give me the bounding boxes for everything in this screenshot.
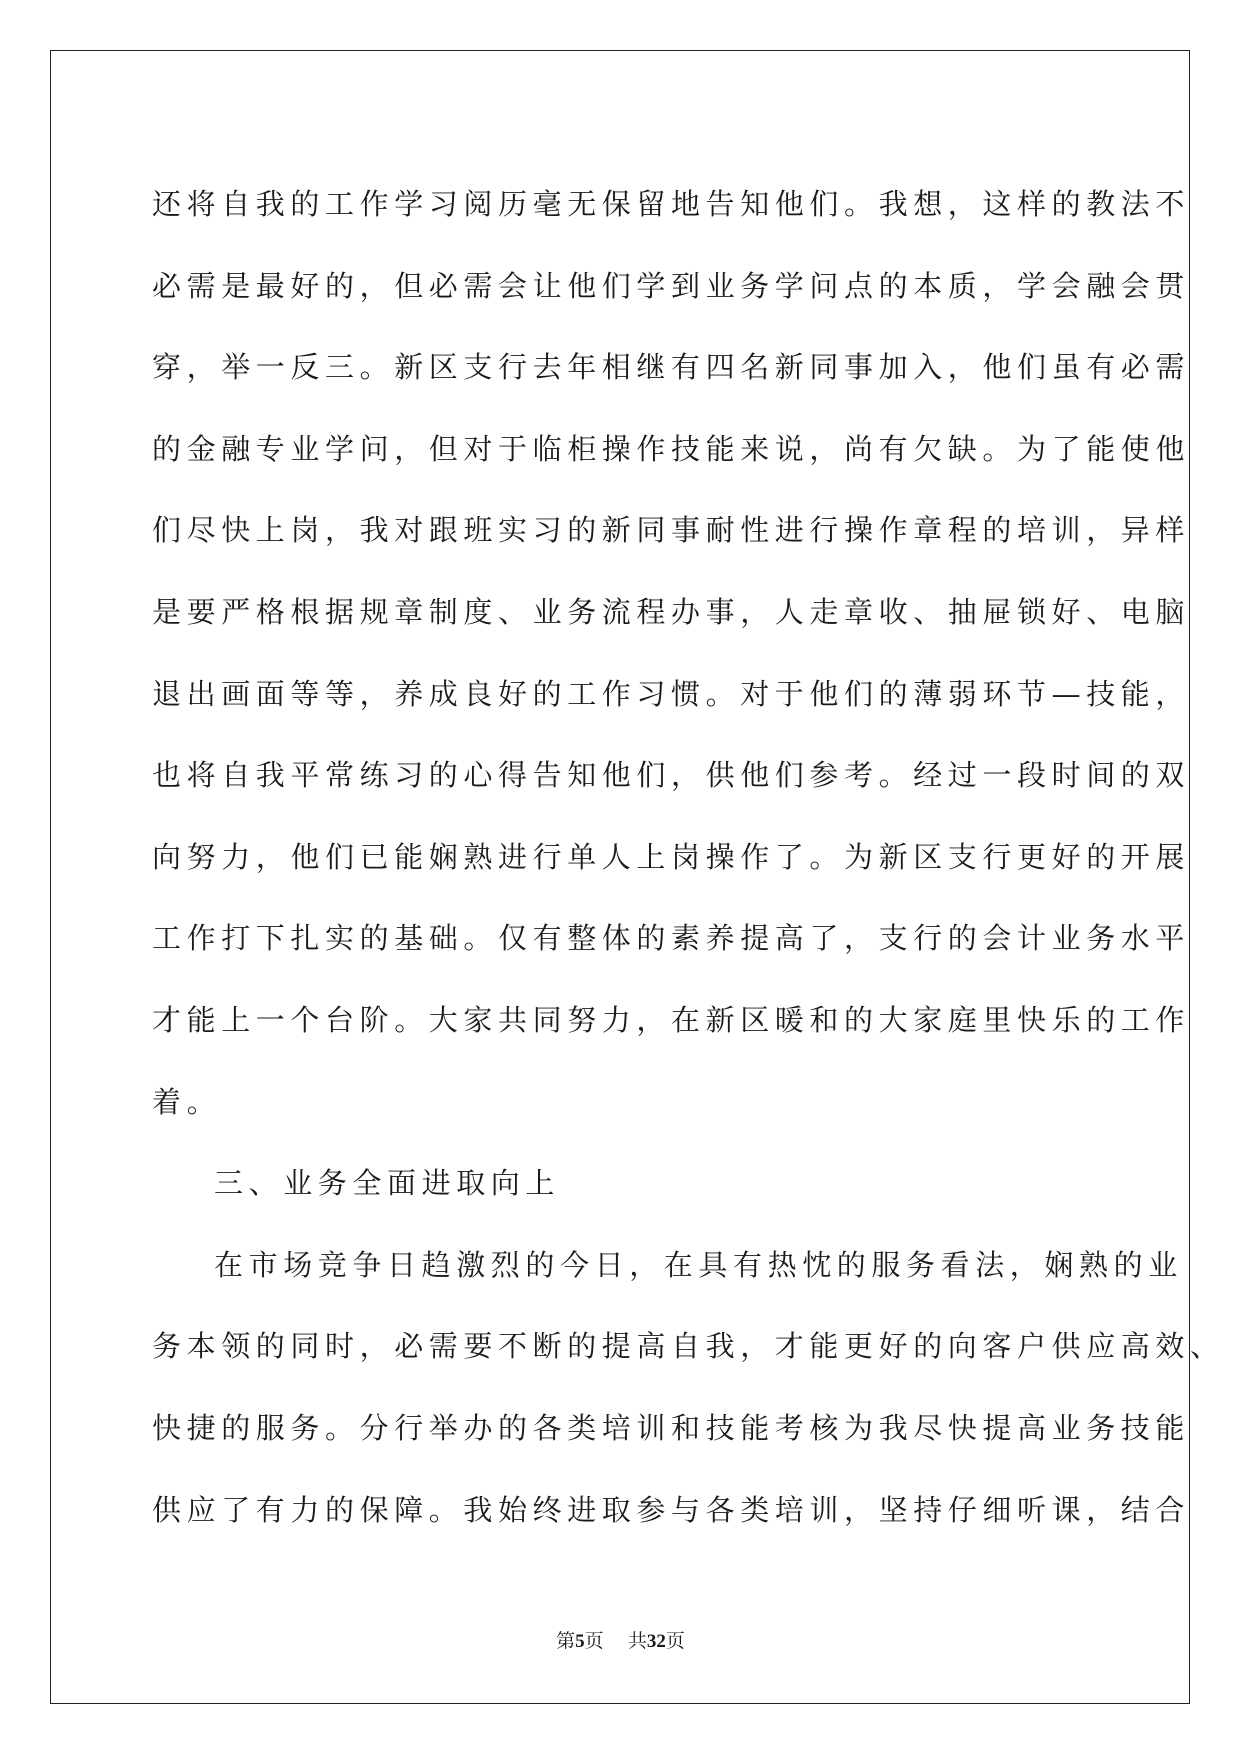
body-line: 着。 [152, 1084, 222, 1119]
footer-suffix: 页 [665, 1630, 685, 1652]
body-line: 是要严格根据规章制度、业务流程办事，人走章收、抽屉锁好、电脑 [152, 594, 1191, 629]
body-line: 必需是最好的，但必需会让他们学到业务学问点的本质，学会融会贯 [152, 268, 1191, 303]
page-footer [0, 1629, 1241, 1654]
body-line: 供应了有力的保障。我始终进取参与各类培训，坚持仔细听课，结合 [152, 1492, 1191, 1527]
body-line: 们尽快上岗，我对跟班实习的新同事耐性进行操作章程的培训，异样 [152, 513, 1191, 548]
body-line: 才能上一个台阶。大家共同努力，在新区暖和的大家庭里快乐的工作 [152, 1002, 1191, 1037]
current-page-number: 5 [575, 1631, 585, 1652]
section-heading: 三、业务全面进取向上 [214, 1166, 561, 1201]
paragraph-first-line: 在市场竞争日趋激烈的今日，在具有热忱的服务看法，娴熟的业 [214, 1247, 1183, 1282]
body-line: 工作打下扎实的基础。仅有整体的素养提高了，支行的会计业务水平 [152, 921, 1191, 956]
body-line: 也将自我平常练习的心得告知他们，供他们参考。经过一段时间的双 [152, 758, 1191, 793]
body-line: 向努力，他们已能娴熟进行单人上岗操作了。为新区支行更好的开展 [152, 839, 1191, 874]
footer-middle: 页 共 [584, 1630, 647, 1652]
body-line: 退出画面等等，养成良好的工作习惯。对于他们的薄弱环节—技能， [152, 676, 1191, 711]
body-line: 穿，举一反三。新区支行去年相继有四名新同事加入，他们虽有必需 [152, 350, 1191, 385]
total-page-count: 32 [646, 1631, 666, 1652]
body-line: 快捷的服务。分行举办的各类培训和技能考核为我尽快提高业务技能 [152, 1410, 1191, 1445]
body-line: 还将自我的工作学习阅历毫无保留地告知他们。我想，这样的教法不 [152, 187, 1191, 221]
footer-prefix: 第 [556, 1630, 576, 1652]
body-line: 务本领的同时，必需要不断的提高自我，才能更好的向客户供应高效、 [152, 1329, 1225, 1364]
body-line: 的金融专业学问，但对于临柜操作技能来说，尚有欠缺。为了能使他 [152, 431, 1191, 466]
document-body [152, 164, 1225, 1551]
